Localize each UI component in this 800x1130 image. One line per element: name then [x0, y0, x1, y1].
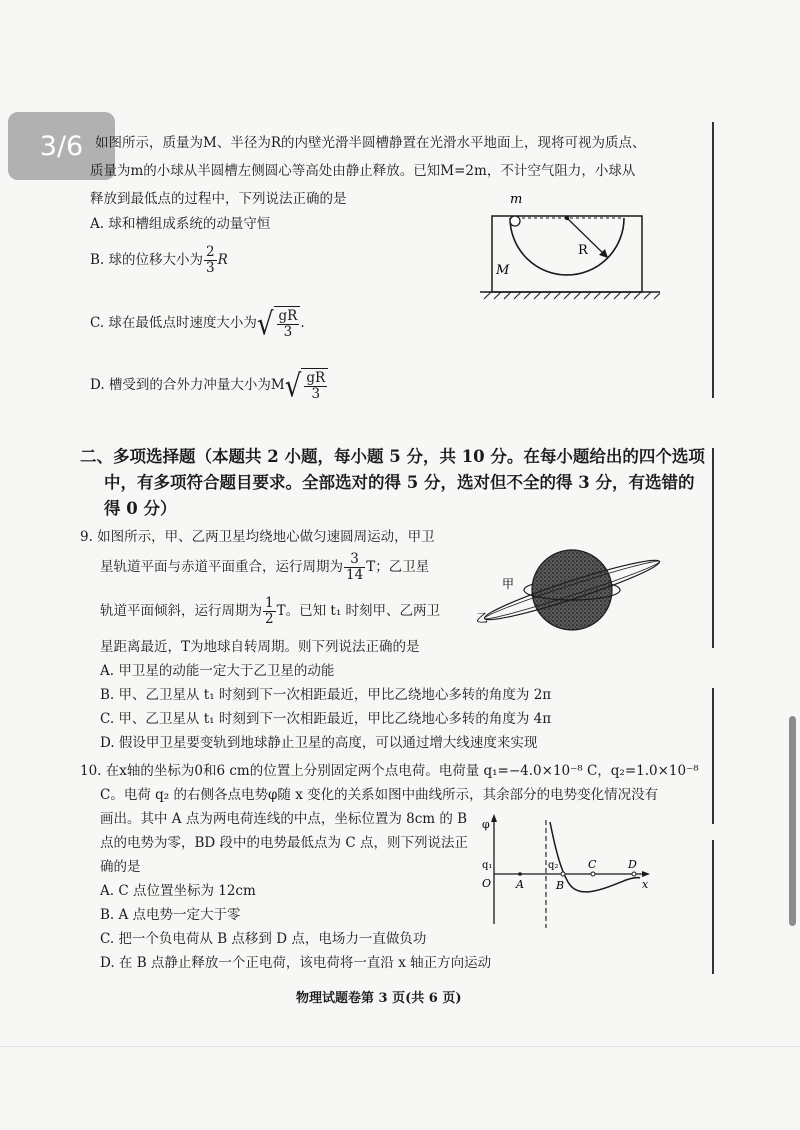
point-B-dot	[561, 872, 565, 876]
margin-bar-bottom	[712, 840, 714, 974]
label-R: R	[578, 243, 588, 258]
q8-option-c	[90, 306, 305, 341]
trough-semicircle	[510, 218, 624, 275]
small-ball	[510, 216, 520, 226]
q9-satellite-figure	[468, 540, 668, 652]
q9-line-3-numerator: 1	[265, 595, 274, 611]
q9-period-yi-fraction	[263, 596, 276, 627]
q8-option-b-prefix: B. 球的位移大小为	[90, 252, 204, 268]
q9-option-a: A. 甲卫星的动能一定大于乙卫星的动能	[100, 663, 335, 679]
x-axis-arrow	[642, 871, 650, 877]
q8-option-b-suffix: R	[217, 252, 228, 268]
q10-line-3: 画出。其中 A 点为两电荷连线的中点，坐标位置为 8cm 的 B	[100, 811, 468, 827]
page-footer: 物理试题卷第 3 页(共 6 页)	[296, 991, 462, 1006]
q8-option-d-sqrt: √ $\frac{gR}{3}$	[285, 368, 328, 403]
q9-period-jia-fraction	[344, 552, 365, 583]
phi-axis-arrow	[491, 814, 497, 822]
label-q1: q₁	[482, 860, 493, 871]
margin-bar-top	[712, 122, 714, 398]
q8-option-c-numerator: gR	[278, 308, 298, 324]
label-jia: 甲	[502, 577, 515, 591]
q8-line-1: 如图所示，质量为M、半径为R的内壁光滑半圆槽静置在光滑水平地面上，现将可视为质点、	[95, 135, 646, 151]
q10-line-2: C。电荷 q₂ 的右侧各点电势φ随 x 变化的关系如图中曲线所示，其余部分的电势变化情况没有	[100, 787, 659, 803]
q8-line-2: 质量为m的小球从半圆槽左侧圆心等高处由静止释放。已知M=2m，不计空气阻力，小球从	[90, 163, 636, 179]
label-A: A	[516, 878, 524, 891]
q8-option-b-denominator: 3	[206, 260, 215, 276]
q8-option-b-numerator: 2	[206, 244, 215, 260]
q8-line-3: 释放到最低点的过程中，下列说法正确的是	[90, 191, 347, 207]
q8-option-d-prefix: D. 槽受到的合外力冲量大小为M	[90, 377, 285, 393]
label-m: m	[510, 192, 523, 207]
q8-option-b-fraction	[204, 245, 217, 276]
trough-center-dot	[565, 216, 569, 220]
label-D: D	[628, 858, 637, 871]
q8-option-c-sqrt: √ $\frac{gR}{3}$	[257, 306, 300, 341]
q9-line-3-prefix: 轨道平面倾斜，运行周期为	[100, 603, 262, 619]
q10-option-d: D. 在 B 点静止释放一个正电荷，该电荷将一直沿 x 轴正方向运动	[100, 955, 492, 971]
q9-line-3-denominator: 2	[265, 611, 274, 627]
q9-line-2	[100, 551, 429, 583]
q10-option-c: C. 把一个负电荷从 B 点移到 D 点，电场力一直做负功	[100, 931, 427, 947]
trough-block	[492, 216, 642, 292]
q9-line-3	[100, 595, 440, 627]
q10-option-a: A. C 点位置坐标为 12cm	[100, 883, 256, 899]
q9-line-2-prefix: 星轨道平面与赤道平面重合，运行周期为	[100, 559, 343, 575]
vertical-scrollbar-thumb[interactable]	[789, 716, 796, 926]
q8-option-d	[90, 368, 328, 403]
q10-line-1: 10. 在x轴的坐标为0和6 cm的位置上分别固定两个点电荷。电荷量 q₁=−4.0×10⁻⁸ C，q₂=1.0×10⁻⁸	[80, 763, 699, 779]
margin-bar-lower	[712, 688, 714, 824]
q9-option-c: C. 甲、乙卫星从 t₁ 时刻到下一次相距最近，甲比乙绕地心多转的角度为 4π	[100, 711, 552, 727]
q9-option-d: D. 假设甲卫星要变轨到地球静止卫星的高度，可以通过增大线速度来实现	[100, 735, 538, 751]
viewer-bottom-divider	[0, 1046, 800, 1047]
q9-line-2-denominator: 14	[346, 567, 364, 583]
label-B: B	[556, 879, 565, 892]
q9-line-1: 9. 如图所示，甲、乙两卫星均绕地心做匀速圆周运动，甲卫	[80, 529, 435, 545]
point-A-dot	[518, 872, 522, 876]
section-2-header-line-3: 得 0 分）	[104, 499, 177, 518]
section-2-header-line-1: 二、多项选择题（本题共 2 小题，每小题 5 分，共 10 分。在每小题给出的四个选项	[80, 447, 705, 466]
label-O: O	[482, 877, 492, 890]
margin-bar-middle	[712, 448, 714, 648]
q9-option-b: B. 甲、乙卫星从 t₁ 时刻到下一次相距最近，甲比乙绕地心多转的角度为 2π	[100, 687, 552, 703]
q9-line-3-suffix: T。已知 t₁ 时刻甲、乙两卫	[276, 603, 441, 619]
label-C: C	[588, 858, 597, 871]
q10-line-4: 点的电势为零，BD 段中的电势最低点为 C 点，则下列说法正	[100, 835, 468, 851]
q8-option-d-denominator: 3	[311, 386, 321, 402]
ground-hatching	[484, 292, 660, 299]
page-indicator-badge: 3/6	[8, 112, 115, 180]
label-M: M	[496, 263, 510, 278]
q9-line-4: 星距离最近，T为地球自转周期。则下列说法正确的是	[100, 639, 420, 655]
section-2-header-line-2: 中，有多项符合题目要求。全部选对的得 5 分，选对但不全的得 3 分，有选错的	[104, 473, 695, 492]
q8-option-c-prefix: C. 球在最低点时速度大小为	[90, 315, 257, 331]
q8-option-a: A. 球和槽组成系统的动量守恒	[90, 216, 271, 232]
label-yi: 乙	[476, 611, 489, 625]
label-phi: φ	[482, 818, 490, 831]
q8-option-b	[90, 244, 228, 276]
q10-potential-graph	[476, 812, 656, 930]
label-q2: q₂	[548, 860, 559, 871]
q8-option-d-numerator: gR	[306, 370, 326, 386]
q8-trough-figure	[480, 188, 665, 300]
q9-line-2-suffix: T；乙卫星	[366, 559, 430, 575]
point-C-dot	[591, 872, 595, 876]
q9-line-2-numerator: 3	[344, 552, 365, 568]
q8-option-c-suffix: .	[300, 315, 305, 331]
q8-option-c-denominator: 3	[283, 324, 293, 340]
point-D-dot	[632, 872, 636, 876]
q10-option-b: B. A 点电势一定大于零	[100, 907, 241, 923]
q10-line-5: 确的是	[100, 859, 141, 875]
label-x: x	[642, 878, 649, 891]
